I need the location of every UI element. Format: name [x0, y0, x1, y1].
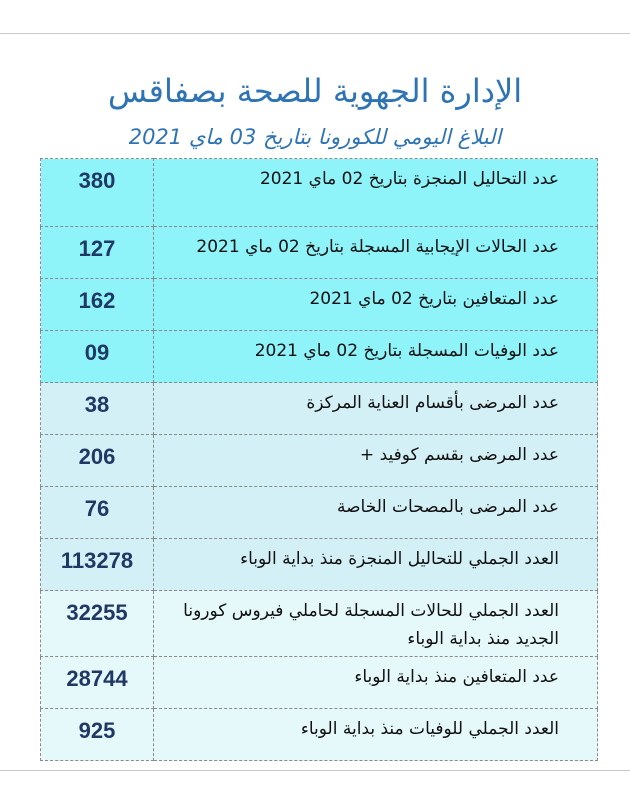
- stat-value: 127: [41, 227, 154, 279]
- stat-value: 09: [41, 331, 154, 383]
- page-subtitle: البلاغ اليومي للكورونا بتاريخ 03 ماي 2021: [128, 125, 502, 149]
- stat-value: 76: [41, 487, 154, 539]
- stat-label: عدد المرضى بأقسام العناية المركزة: [154, 383, 598, 435]
- covid-stats-table: [40, 158, 598, 761]
- stat-value: 380: [41, 159, 154, 227]
- table-row: [41, 279, 598, 331]
- table-row: [41, 539, 598, 591]
- stat-label: عدد الوفيات المسجلة بتاريخ 02 ماي 2021: [154, 331, 598, 383]
- stat-label: عدد الحالات الإيجابية المسجلة بتاريخ 02 ماي 2021: [154, 227, 598, 279]
- stat-label: العدد الجملي للتحاليل المنجزة منذ بداية الوباء: [154, 539, 598, 591]
- stat-label: عدد المتعافين بتاريخ 02 ماي 2021: [154, 279, 598, 331]
- stat-value: 28744: [41, 657, 154, 709]
- stat-label: عدد المتعافين منذ بداية الوباء: [154, 657, 598, 709]
- table-row: [41, 331, 598, 383]
- stat-value: 925: [41, 709, 154, 761]
- table-row: [41, 591, 598, 657]
- stat-label: عدد التحاليل المنجزة بتاريخ 02 ماي 2021: [154, 159, 598, 227]
- table-row: [41, 487, 598, 539]
- stat-value: 113278: [41, 539, 154, 591]
- table-row: [41, 227, 598, 279]
- stat-label: العدد الجملي للحالات المسجلة لحاملي فيروس كورونا الجديد منذ بداية الوباء: [154, 591, 598, 657]
- stat-label: عدد المرضى بقسم كوفيد +: [154, 435, 598, 487]
- stat-value: 38: [41, 383, 154, 435]
- stat-value: 162: [41, 279, 154, 331]
- bottom-divider: [0, 770, 630, 771]
- table-row: [41, 383, 598, 435]
- table-row: [41, 159, 598, 227]
- table-row: [41, 709, 598, 761]
- top-divider: [0, 33, 630, 34]
- table-row: [41, 435, 598, 487]
- stat-label: عدد المرضى بالمصحات الخاصة: [154, 487, 598, 539]
- stat-value: 32255: [41, 591, 154, 657]
- stat-value: 206: [41, 435, 154, 487]
- table-row: [41, 657, 598, 709]
- page-title: الإدارة الجهوية للصحة بصفاقس: [107, 72, 523, 110]
- stat-label: العدد الجملي للوفيات منذ بداية الوباء: [154, 709, 598, 761]
